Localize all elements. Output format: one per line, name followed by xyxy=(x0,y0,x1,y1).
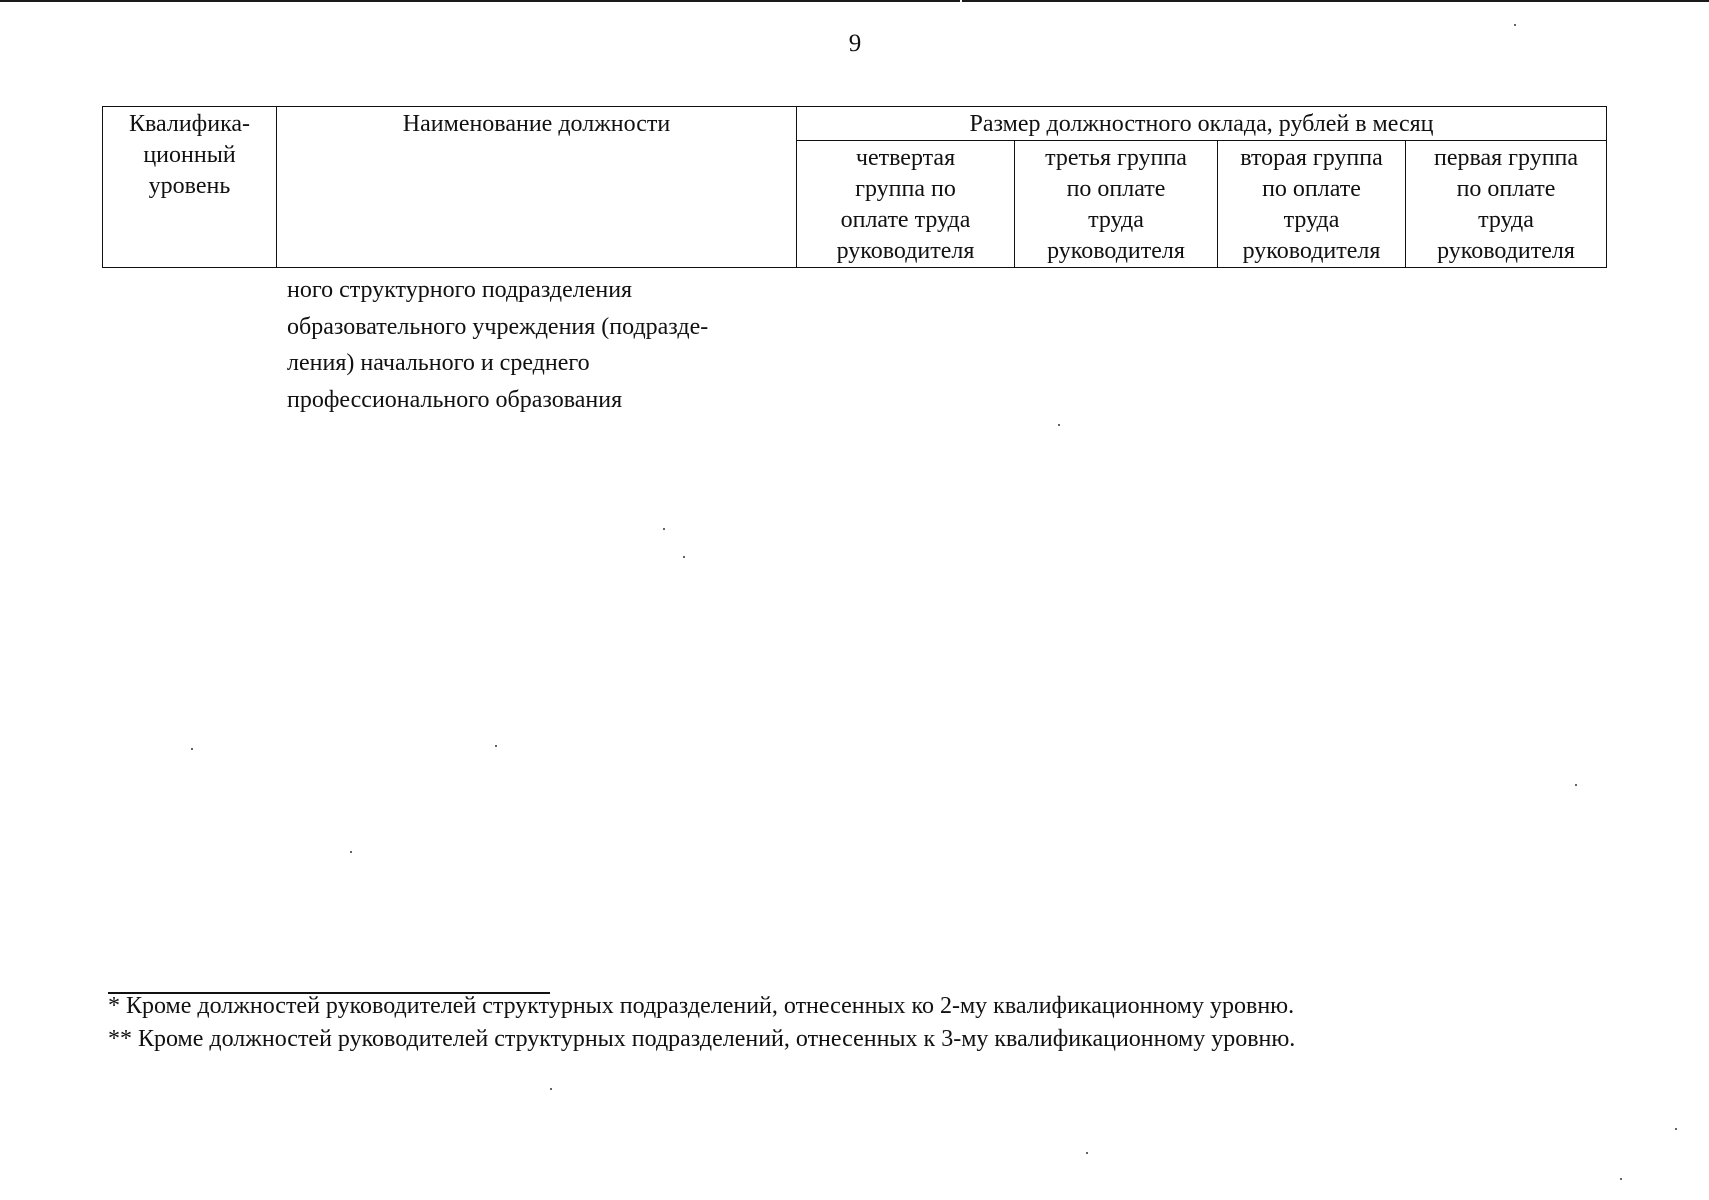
position-continuation-text xyxy=(287,272,708,418)
header-subgroup-4: четвертая группа по оплате труда руководителя xyxy=(797,141,1015,268)
footnotes xyxy=(108,990,1295,1056)
header-qualification-level: Квалифика- ционный уровень xyxy=(103,107,277,268)
header-subgroup-3: третья группа по оплате труда руководителя xyxy=(1015,141,1218,268)
continuation-line: профессионального образования xyxy=(287,386,623,413)
scan-speck xyxy=(550,1088,552,1090)
scan-speck xyxy=(1058,424,1060,426)
scan-speck xyxy=(663,528,665,530)
scan-speck xyxy=(1675,1128,1677,1130)
continuation-line: образовательного учреждения (подразде- xyxy=(287,313,709,340)
continuation-line: ления) начального и среднего xyxy=(287,350,590,376)
scan-edge-left xyxy=(0,0,960,2)
header-subgroup-1: первая группа по оплате труда руководителя xyxy=(1406,141,1607,268)
header-subgroup-2: вторая группа по оплате труда руководителя xyxy=(1218,141,1406,268)
scan-speck xyxy=(350,851,352,853)
scan-speck xyxy=(1620,1178,1622,1180)
continuation-line: ного структурного подразделения xyxy=(287,277,633,303)
page-number: 9 xyxy=(848,30,862,57)
scan-edge-right xyxy=(962,0,1709,2)
footnote-2: ** Кроме должностей руководителей структурных подразделений, отнесенных к 3-му квалификационному уровню. xyxy=(108,1026,1296,1052)
scan-speck xyxy=(1514,24,1516,26)
salary-table xyxy=(102,106,1607,268)
footnote-1: * Кроме должностей руководителей структурных подразделений, отнесенных ко 2-му квалификационному уровню. xyxy=(108,993,1295,1019)
scan-speck xyxy=(683,556,685,558)
scan-speck xyxy=(495,745,497,747)
scan-speck xyxy=(1575,784,1577,786)
header-position-name: Наименование должности xyxy=(277,107,797,268)
scan-speck xyxy=(1086,1152,1088,1154)
header-salary-group: Размер должностного оклада, рублей в месяц xyxy=(797,107,1607,141)
scan-speck xyxy=(191,748,193,750)
